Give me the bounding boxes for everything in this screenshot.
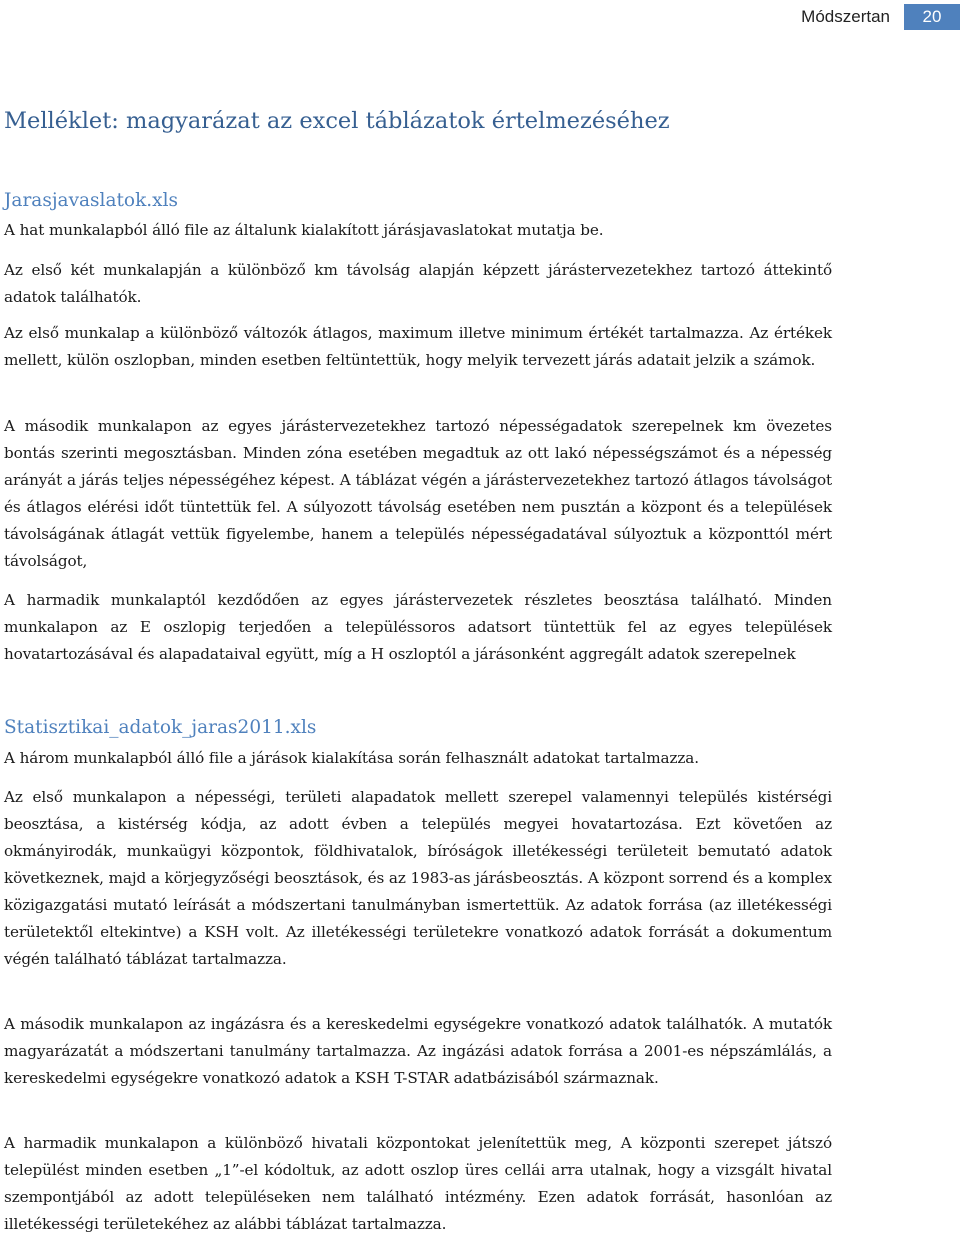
page-number-badge: 20 <box>904 4 960 30</box>
paragraph: A második munkalapon az egyes járástervezetekhez tartozó népességadatok szerepelnek km övezetes bontás szerinti megosztásban. Minden zóna esetében megadtuk az ott lakó népességszámot és a népesség arányát a járás teljes népességéhez képest. A táblázat végén a járástervezetekhez tartozó átlagos távolságot és átlagos elérési időt tüntettük fel. A súlyozott távolság esetében nem pusztán a központ és a települések távolságának átlagát vettük figyelembe, hanem a település népességadatával súlyoztuk a központtól mért távolságot, <box>4 417 832 570</box>
paragraph: Az első munkalapon a népességi, területi alapadatok mellett szerepel valamennyi település kistérségi beosztása, a kistérség kódja, az adott évben a település megyei hovatartozása. Ezt követően az okmányirodák, munkaügyi központok, földhivatalok, bíróságok illetékességi területeit bemutató adatok következnek, majd a körjegyzőségi beosztások, és az 1983-as járásbeosztás. A központ sorrend és a komplex közigazgatási mutató leírását a módszertani tanulmányban ismertettük. Az adatok forrása (az illetékességi területektől eltekintve) a KSH volt. Az illetékességi területekre vonatkozó adatok forrását a dokumentum végén található táblázat tartalmazza. <box>4 788 832 968</box>
header-section-label: Módszertan <box>801 7 890 26</box>
page-header <box>801 4 960 30</box>
paragraph: A hat munkalapból álló file az általunk kialakított járásjavaslatokat mutatja be. <box>4 221 604 239</box>
paragraph: A harmadik munkalapon a különböző hivatali központokat jelenítettük meg, A központi szerepet játszó települést minden esetben „1”-el kódoltuk, az adott oszlop üres cellái arra utalnak, hogy a vizsgált hivatal szempontjából az adott településeken nem található intézmény. Ezen adatok forrását, hasonlóan az illetékességi területekéhez az alábbi táblázat tartalmazza. <box>4 1134 832 1233</box>
page-title: Melléklet: magyarázat az excel táblázatok értelmezéséhez <box>4 108 670 134</box>
paragraph: A harmadik munkalaptól kezdődően az egyes járástervezetek részletes beosztása található. Minden munkalapon az E oszlopig terjedően a településsoros adatsort tüntettük fel az egyes települések hovatartozásával és alapadataival együtt, míg a H oszloptól a járásonként aggregált adatok szerepelnek <box>4 591 832 663</box>
paragraph: Az első munkalap a különböző változók átlagos, maximum illetve minimum értékét tartalmazza. Az értékek mellett, külön oszlopban, minden esetben feltüntettük, hogy melyik tervezett járás adatait jelzik a számok. <box>4 324 832 369</box>
paragraph: Az első két munkalapján a különböző km távolság alapján képzett járástervezetekhez tartozó áttekintő adatok találhatók. <box>4 261 832 306</box>
paragraph: A három munkalapból álló file a járások kialakítása során felhasznált adatokat tartalmazza. <box>4 749 699 767</box>
paragraph: A második munkalapon az ingázásra és a kereskedelmi egységekre vonatkozó adatok találhatók. A mutatók magyarázatát a módszertani tanulmány tartalmazza. Az ingázási adatok forrása a 2001-es népszámlálás, a kereskedelmi egységekre vonatkozó adatok a KSH T-STAR adatbázisából származnak. <box>4 1015 832 1087</box>
section-heading-statisztikai-adatok: Statisztikai_adatok_jaras2011.xls <box>4 717 317 738</box>
section-heading-jarasjavaslatok: Jarasjavaslatok.xls <box>4 190 179 211</box>
